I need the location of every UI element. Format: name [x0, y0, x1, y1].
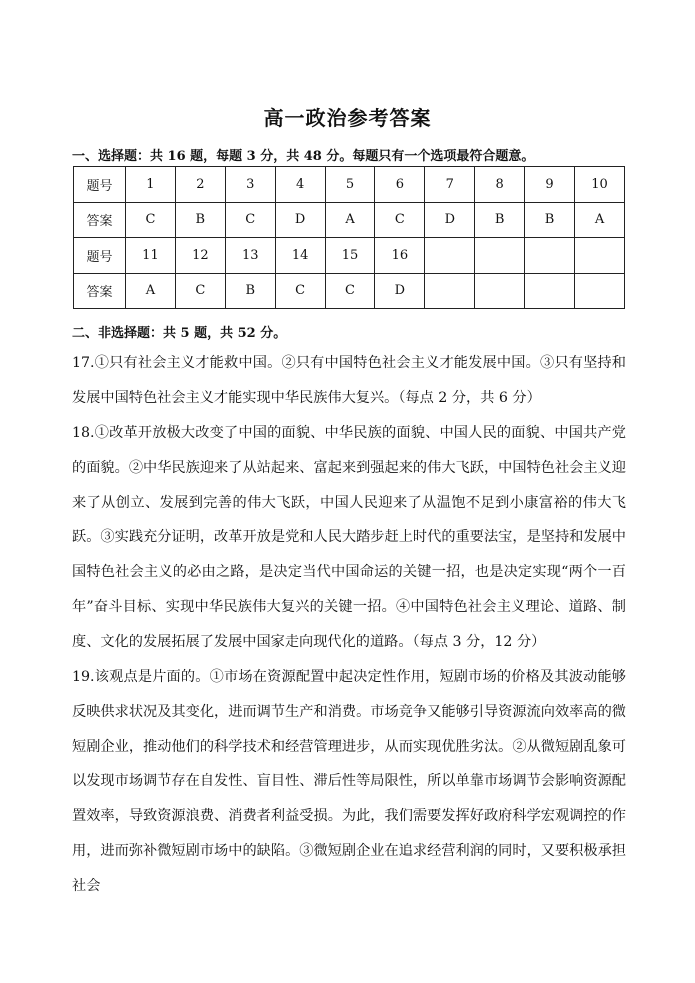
table-cell: C — [225, 202, 275, 238]
table-cell: 12 — [175, 238, 225, 274]
table-cell: 15 — [325, 238, 375, 274]
answer-19: 19.该观点是片面的。①市场在资源配置中起决定性作用，短剧市场的价格及其波动能够反映供求状况及其变化，进而调节生产和消费。市场竞争又能够引导资源流向效率高的微短剧企业，推动他们的科学技术和经营管理进步，从而实现优胜劣汰。②从微短剧乱象可以发现市场调节存在自发性、盲目性、滞后性等局限性，所以单靠市场调节会影响资源配置效率，导致资源浪费、消费者利益受损。为此，我们需要发挥好政府科学宏观调控的作用，进而弥补微短剧市场中的缺陷。③微短剧企业在追求经营利润的同时，又要积极承担社会 — [72, 669, 626, 894]
answer-18: 18.①改革开放极大改变了中国的面貌、中华民族的面貌、中国人民的面貌、中国共产党的面貌。②中华民族迎来了从站起来、富起来到强起来的伟大飞跃，中国特色社会主义迎来了从创立、发展到完善的伟大飞跃，中国人民迎来了从温饱不足到小康富裕的伟大飞跃。③实践充分证明，改革开放是党和人民大踏步赶上时代的重要法宝，是坚持和发展中国特色社会主义的必由之路，是决定当代中国命运的关键一招，也是决定实现“两个一百年”奋斗目标、实现中华民族伟大复兴的关键一招。④中国特色社会主义理论、道路、制度、文化的发展拓展了发展中国家走向现代化的道路。（每点 3 分，12 分） — [72, 425, 626, 650]
table-cell: 14 — [275, 238, 325, 274]
answer-17: 17.①只有社会主义才能救中国。②只有中国特色社会主义才能发展中国。③只有坚持和发展中国特色社会主义才能实现中华民族伟大复兴。（每点 2 分，共 6 分） — [72, 355, 626, 406]
table-cell: 8 — [475, 167, 525, 203]
table-cell: B — [175, 202, 225, 238]
table-cell: 5 — [325, 167, 375, 203]
table-cell — [525, 273, 575, 309]
section-heading-choice: 一、选择题：共 16 题，每题 3 分，共 48 分。每题只有一个选项最符合题意。 — [72, 149, 535, 164]
answer-row — [74, 202, 625, 238]
table-cell: 3 — [225, 167, 275, 203]
table-cell: 4 — [275, 167, 325, 203]
table-cell: 16 — [375, 238, 425, 274]
table-cell: B — [225, 273, 275, 309]
table-cell: C — [375, 202, 425, 238]
answer-row — [74, 273, 625, 309]
table-cell — [525, 238, 575, 274]
table-cell: C — [126, 202, 176, 238]
table-cell: B — [525, 202, 575, 238]
table-cell — [425, 238, 475, 274]
table-cell — [475, 273, 525, 309]
table-cell: C — [325, 273, 375, 309]
table-cell: D — [425, 202, 475, 238]
table-cell: D — [375, 273, 425, 309]
table-cell: D — [275, 202, 325, 238]
table-cell: 13 — [225, 238, 275, 274]
table-cell — [425, 273, 475, 309]
row-label: 答案 — [74, 273, 126, 309]
table-cell: 9 — [525, 167, 575, 203]
table-cell: A — [325, 202, 375, 238]
row-label: 题号 — [74, 238, 126, 274]
page-title: 高一政治参考答案 — [263, 106, 432, 130]
table-cell: 1 — [126, 167, 176, 203]
question-row — [74, 238, 625, 274]
answer-table — [73, 166, 625, 309]
table-cell — [575, 238, 625, 274]
row-label: 题号 — [74, 167, 126, 203]
table-cell: 11 — [126, 238, 176, 274]
table-cell — [575, 273, 625, 309]
table-cell: 10 — [575, 167, 625, 203]
table-cell — [475, 238, 525, 274]
table-cell: 2 — [175, 167, 225, 203]
table-cell: A — [575, 202, 625, 238]
question-row — [74, 167, 625, 203]
row-label: 答案 — [74, 202, 126, 238]
table-cell: C — [275, 273, 325, 309]
table-cell: A — [126, 273, 176, 309]
table-cell: B — [475, 202, 525, 238]
section-heading-non-choice: 二、非选择题：共 5 题，共 52 分。 — [72, 326, 287, 341]
table-cell: 7 — [425, 167, 475, 203]
table-cell: C — [175, 273, 225, 309]
table-cell: 6 — [375, 167, 425, 203]
